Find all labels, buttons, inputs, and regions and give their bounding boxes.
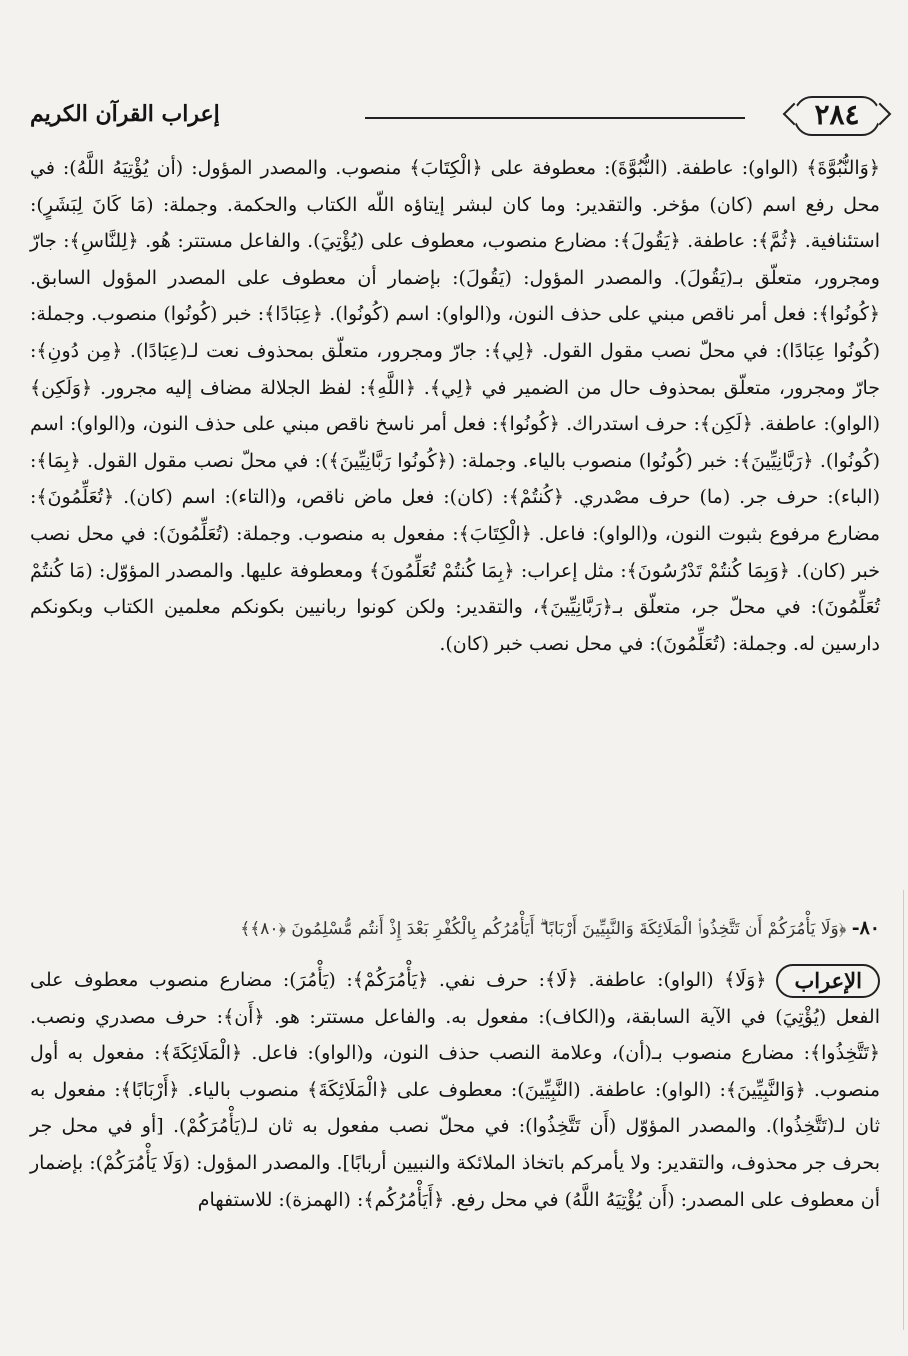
commentary-section-1	[30, 150, 880, 662]
book-title: إعراب القرآن الكريم	[30, 101, 220, 127]
header-rule	[365, 117, 745, 119]
commentary-paragraph: ﴿وَلَا﴾ (الواو): عاطفة. ﴿لَا﴾: حرف نفي. ﴿يَأْمُرَكُمْ﴾: (يَأْمُرَ): مضارع منصوب معطوف على الفعل (يُؤْتِيَ) في الآية السابقة، و(الكاف): مفعول به. والفاعل مستتر: هو. ﴿أَن﴾: حرف مصدري ونصب. ﴿تَتَّخِذُوا﴾: مضارع منصوب بـ(أن)، وعلامة النصب حذف النون، و(الواو): فاعل. ﴿الْمَلَائِكَةَ﴾: مفعول به أول منصوب. ﴿وَالنَّبِيِّينَ﴾: (الواو): عاطفة. (النَّبِيِّينَ): معطوف على ﴿الْمَلَائِكَةَ﴾ منصوب بالياء. ﴿أَرْبَابًا﴾: مفعول به ثان لـ(تَتَّخِذُوا). والمصدر المؤوّل (أَن تَتَّخِذُوا): في محلّ نصب مفعول به ثان لـ(يَأْمُرَكُمْ). [أو في محل جر بحرف جر محذوف، والتقدير: ولا يأمركم باتخاذ الملائكة والنبيين أربابًا]. والمصدر المؤول: (وَلَا يَأْمُرَكُمْ): بإضمار أن معطوف على المصدر: (أَن يُؤْتِيَهُ اللَّهُ) في محل رفع. ﴿أَيَأْمُرُكُم﴾: (الهمزة): للاستفهام	[30, 969, 880, 1211]
page-number: ٢٨٤	[814, 98, 860, 131]
commentary-paragraph: ﴿وَالنُّبُوَّةَ﴾ (الواو): عاطفة. (النُّبُوَّةَ): معطوفة على ﴿الْكِتَابَ﴾ منصوب. والمصدر المؤول: (أن يُؤْتِيَهُ اللَّهُ): في محل رفع اسم (كان) مؤخر. والتقدير: وما كان لبشر إيتاؤه اللّه الكتاب والحكمة. وجملة: (مَا كَانَ لِبَشَرٍ): استئنافية. ﴿ثُمَّ﴾: عاطفة. ﴿يَقُولَ﴾: مضارع منصوب، معطوف على (يُؤْتِيَ). والفاعل مستتر: هُو. ﴿لِلنَّاسِ﴾: جارّ ومجرور، متعلّق بـ(يَقُولَ). والمصدر المؤول: (يَقُولَ): بإضمار أن معطوف على المصدر المؤول السابق. ﴿كُونُوا﴾: فعل أمر ناقص مبني على حذف النون، و(الواو): اسم (كُونُوا). ﴿عِبَادًا﴾: خبر (كُونُوا) منصوب. وجملة: (كُونُوا عِبَادًا): في محلّ نصب مقول القول. ﴿لِي﴾: جارّ ومجرور، متعلّق بمحذوف نعت لـ(عِبَادًا). ﴿مِن دُونِ﴾: جارّ ومجرور، متعلّق بمحذوف حال من الضمير في ﴿لِي﴾. ﴿اللَّهِ﴾: لفظ الجلالة مضاف إليه مجرور. ﴿وَلَكِن﴾ (الواو): عاطفة. ﴿لَكِن﴾: حرف استدراك. ﴿كُونُوا﴾: فعل أمر ناسخ ناقص مبني على حذف النون، و(الواو): اسم (كُونُوا). ﴿رَبَّانِيِّينَ﴾: خبر (كُونُوا) منصوب بالياء. وجملة: (﴿كُونُوا رَبَّانِيِّينَ﴾): في محلّ نصب مقول القول. ﴿بِمَا﴾: (الباء): حرف جر. (ما) حرف مصْدري. ﴿كُنتُمْ﴾: (كان): فعل ماض ناقص، و(التاء): اسم (كان). ﴿تُعَلِّمُونَ﴾: مضارع مرفوع بثبوت النون، و(الواو): فاعل. ﴿الْكِتَابَ﴾: مفعول به منصوب. وجملة: (تُعَلِّمُونَ): في محل نصب خبر (كان). ﴿وَبِمَا كُنتُمْ تَدْرُسُونَ﴾: مثل إعراب: ﴿بِمَا كُنتُمْ تُعَلِّمُونَ﴾ ومعطوفة عليها. والمصدر المؤوّل: (مَا كُنتُمْ تُعَلِّمُونَ): في محلّ جر، متعلّق بـ﴿رَبَّانِيِّينَ﴾، والتقدير: ولكن كونوا ربانيين بكونكم معلمين الكتاب وبكونكم دارسين له. وجملة: (تُعَلِّمُونَ): في محل نصب خبر (كان).	[30, 157, 880, 655]
verse-line	[30, 908, 880, 952]
page-header	[30, 96, 880, 136]
verse-text: ﴿وَلَا يَأْمُرَكُمْ أَن تَتَّخِذُوا۟ الْمَلَائِكَةَ وَالنَّبِيِّينَ أَرْبَابًا ۗ أَيَأْمُرُكُم بِالْكُفْرِ بَعْدَ إِذْ أَنتُم مُّسْلِمُونَ ﴿٨٠﴾﴾	[240, 919, 847, 939]
i3rab-badge: الإعراب	[776, 964, 880, 998]
page-edge-shadow	[903, 890, 904, 1330]
commentary-section-2	[30, 962, 880, 1218]
verse-number: ٨٠-	[851, 917, 880, 939]
page-number-badge	[794, 96, 880, 136]
